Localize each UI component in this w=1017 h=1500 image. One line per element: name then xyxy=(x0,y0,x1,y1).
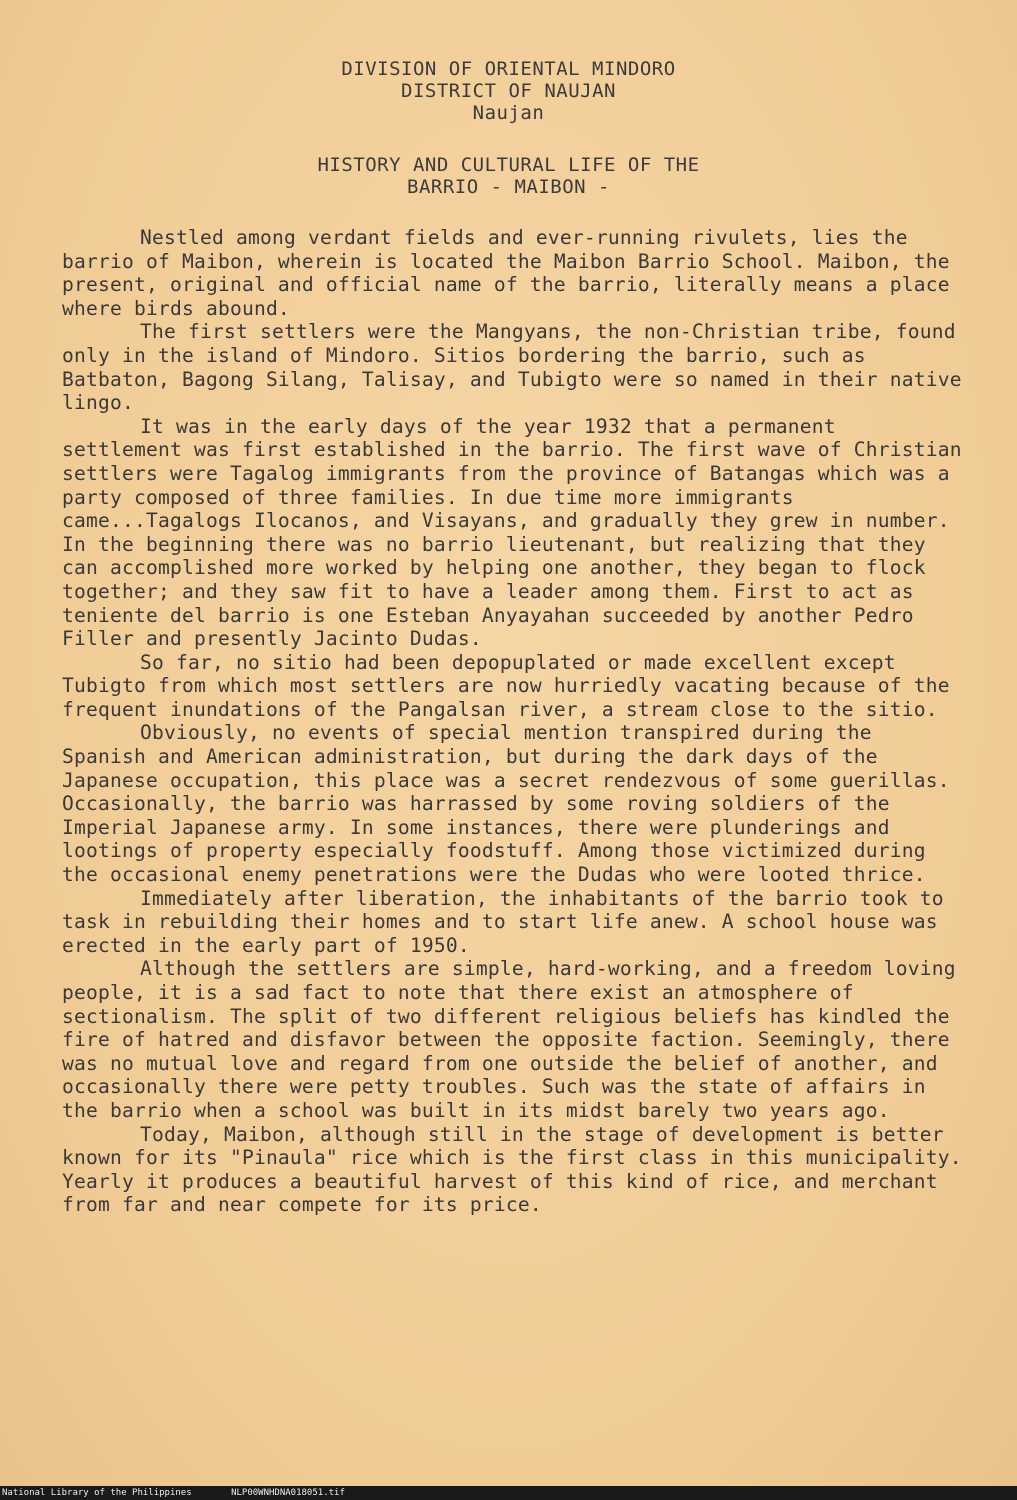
title-line-1: HISTORY AND CULTURAL LIFE OF THE xyxy=(317,154,700,176)
paragraph: Immediately after liberation, the inhabitants of the barrio took to task in rebuilding their homes and to start life anew. A school house was erected in the early part of 1950. xyxy=(62,886,956,957)
paragraph: So far, no sitio had been depopuplated or made excellent except Tubigto from which most settlers are now hurriedly vacating because of the frequent inundations of the Pangalsan river, a stream close to the sitio. xyxy=(62,650,962,721)
paragraph: Although the settlers are simple, hard-working, and a freedom loving people, it is a sad fact to note that there exist an atmosphere of sectionalism. The split of two different religious beliefs has kindled the fire of hatred and disfavor between the opposite faction. Seemingly, there was no mutual love and regard from one outside the belief of another, and occasionally there were petty troubles. Such was the state of affairs in the barrio when a school was built in its midst barely two years ago. xyxy=(62,957,968,1122)
title-line-2: BARRIO - MAIBON - xyxy=(407,176,610,198)
district-line: DISTRICT OF NAUJAN xyxy=(401,80,616,102)
paragraph: Obviously, no events of special mention transpired during the Spanish and American administration, but during the dark days of the Japanese occupation, this place was a secret rendezvous of some guerillas. Occasionally, the barrio was harrassed by some roving soldiers of the Imperial Japanese army. In some instances, there were plunderings and lootings of property especially foodstuff. Among those victimized during the occasional enemy penetrations were the Dudas who were looted thrice. xyxy=(62,721,962,887)
library-credit: National Library of the Philippines xyxy=(2,1488,192,1498)
paragraph: The first settlers were the Mangyans, the non-Christian tribe, found only in the island of Mindoro. Sitios bordering the barrio, such as Batbaton, Bagong Silang, Talisay, and Tubigto were so named in their native lingo. xyxy=(62,320,974,415)
document-body xyxy=(62,226,974,1217)
paragraph: Today, Maibon, although still in the stage of development is better known for its "Pinaula" rice which is the first class in this municipality. Yearly it produces a beautiful harvest of this kind of rice, and merchant from far and near compete for its price. xyxy=(62,1122,974,1217)
town-line: Naujan xyxy=(472,102,545,124)
division-line: DIVISION OF ORIENTAL MINDORO xyxy=(341,58,676,80)
scan-footer xyxy=(0,1486,1017,1500)
paragraph: It was in the early days of the year 1932 that a permanent settlement was first established in the barrio. The first wave of Christian settlers were Tagalog immigrants from the province of Batangas which was a party composed of three families. In due time more immigrants came...Tagalogs Ilocanos, and Visayans, and gradually they grew in number. In the beginning there was no barrio lieutenant, but realizing that they can accomplished more worked by helping one another, they began to flock together; and they saw fit to have a leader among them. First to act as teniente del barrio is one Esteban Anyayahan succeeded by another Pedro Filler and presently Jacinto Dudas. xyxy=(62,414,974,651)
paragraph: Nestled among verdant fields and ever-running rivulets, lies the barrio of Maibon, wherein is located the Maibon Barrio School. Maibon, the present, original and official name of the barrio, literally means a place where birds abound. xyxy=(62,226,962,320)
document-header xyxy=(0,58,1017,124)
document-title xyxy=(0,154,1017,198)
scan-filename: NLP00WNHDNA018051.tif xyxy=(231,1488,345,1498)
